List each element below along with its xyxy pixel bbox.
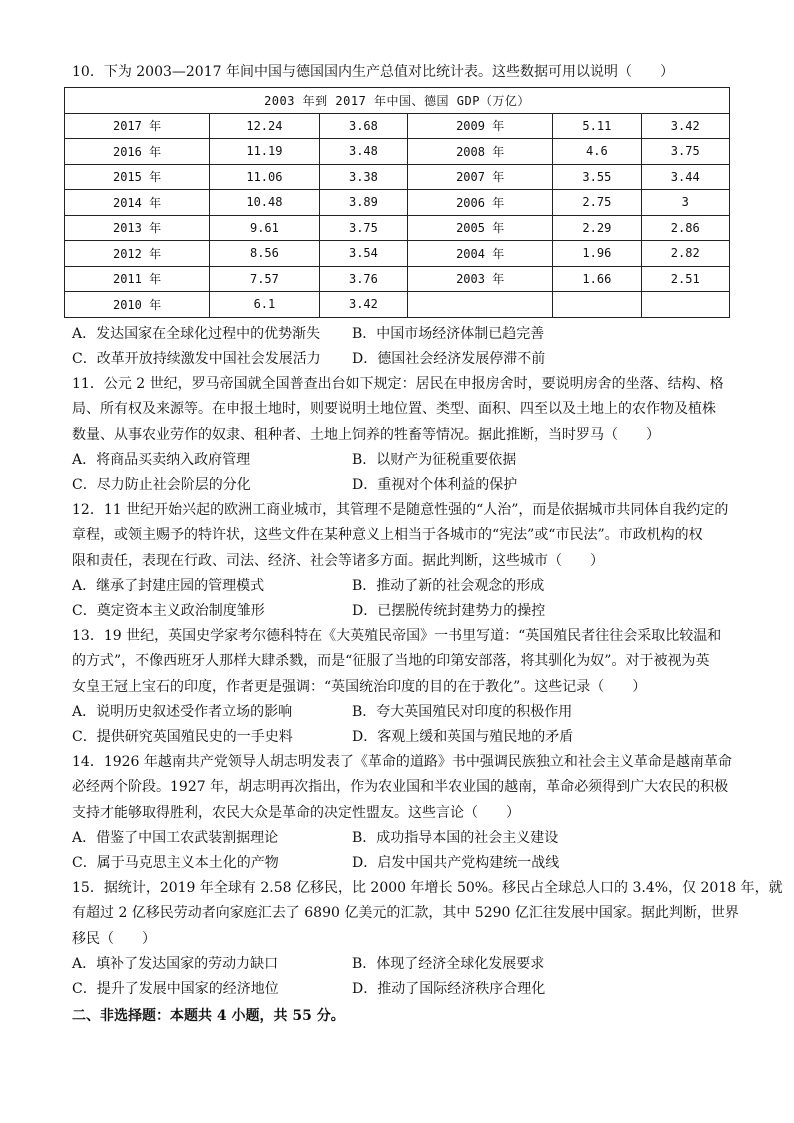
- table-cell: 2010 年: [65, 292, 210, 318]
- table-cell: 4.6: [553, 139, 641, 165]
- q10-option-d[interactable]: D．德国社会经济发展停滞不前: [352, 350, 546, 367]
- section-heading: 二、非选择题：本题共 4 小题，共 55 分。: [72, 1008, 345, 1025]
- table-cell: 8.56: [210, 241, 320, 267]
- table-cell: 3.42: [641, 113, 729, 139]
- table-cell: 2005 年: [408, 215, 553, 241]
- table-cell: 2013 年: [65, 215, 210, 241]
- q11-stem-line: 数量、从事农业劳作的奴隶、租种者、土地上饲养的牲畜等情况。据此推断，当时罗马（ ）: [72, 426, 660, 443]
- q13-stem-line: 的方式”，不像西班牙人那样大肆杀戮，而是“征服了当地的印第安部落，将其驯化为奴”。对于被视为英: [72, 653, 710, 670]
- table-row: [65, 292, 730, 318]
- table-cell: 2008 年: [408, 139, 553, 165]
- table-cell: 2017 年: [65, 113, 210, 139]
- table-row: [65, 139, 730, 165]
- q13-option-c[interactable]: C．提供研究英国殖民史的一手史料: [72, 728, 293, 745]
- q12-option-c[interactable]: C．奠定资本主义政治制度雏形: [72, 602, 265, 619]
- q14-option-c[interactable]: C．属于马克思主义本土化的产物: [72, 854, 279, 871]
- table-cell: 6.1: [210, 292, 320, 318]
- table-cell: 3.76: [319, 266, 407, 292]
- q14-option-d[interactable]: D．启发中国共产党构建统一战线: [352, 854, 560, 871]
- q10-stem: 10．下为 2003—2017 年间中国与德国国内生产总值对比统计表。这些数据可用以说明（ ）: [72, 64, 674, 80]
- table-row: [65, 190, 730, 216]
- q15-stem-line: 15．据统计，2019 年全球有 2.58 亿移民，比 2000 年增长 50%。移民占全球总人口的 3.4%，仅 2018 年，就: [72, 880, 783, 897]
- table-cell: 2012 年: [65, 241, 210, 267]
- q11-option-a[interactable]: A．将商品买卖纳入政府管理: [72, 451, 251, 468]
- q11-options-row2: [72, 473, 732, 498]
- q12-stem-line: 章程，或领主赐予的特许状，这些文件在某种意义上相当于各城市的“宪法”或“市民法”。市政机构的权: [72, 527, 703, 544]
- table-cell: 2.29: [553, 215, 641, 241]
- q13-options-row1: [72, 700, 732, 725]
- q15-stem-line: 有超过 2 亿移民劳动者向家庭汇去了 6890 亿美元的汇款，其中 5290 亿汇往发展中国家。据此判断，世界: [72, 905, 739, 922]
- table-cell: [641, 292, 729, 318]
- q10-options-row1: [72, 322, 732, 347]
- q14-option-b[interactable]: B．成功指导本国的社会主义建设: [352, 829, 559, 846]
- q11-option-c[interactable]: C．尽力防止社会阶层的分化: [72, 476, 251, 493]
- table-cell: 2.82: [641, 241, 729, 267]
- table-cell: 11.06: [210, 164, 320, 190]
- q11-option-d[interactable]: D．重视对个体利益的保护: [352, 476, 518, 493]
- q12-option-d[interactable]: D．已摆脱传统封建势力的操控: [352, 602, 546, 619]
- table-cell: 9.61: [210, 215, 320, 241]
- table-cell: 2007 年: [408, 164, 553, 190]
- table-cell: [408, 292, 553, 318]
- q15-option-c[interactable]: C．提升了发展中国家的经济地位: [72, 980, 279, 997]
- q15-options-row1: [72, 952, 732, 977]
- table-cell: [553, 292, 641, 318]
- table-cell: 3.54: [319, 241, 407, 267]
- table-cell: 2003 年: [408, 266, 553, 292]
- q12-option-b[interactable]: B．推动了新的社会观念的形成: [352, 577, 545, 594]
- table-cell: 2004 年: [408, 241, 553, 267]
- table-cell: 2009 年: [408, 113, 553, 139]
- q14-option-a[interactable]: A．借鉴了中国工农武装割据理论: [72, 829, 279, 846]
- table-cell: 1.66: [553, 266, 641, 292]
- q13-stem-line: 13．19 世纪，英国史学家考尔德科特在《大英殖民帝国》一书里写道：“英国殖民者往往会采取比较温和: [72, 628, 722, 645]
- table-cell: 3.75: [641, 139, 729, 165]
- table-cell: 3.42: [319, 292, 407, 318]
- table-cell: 2011 年: [65, 266, 210, 292]
- q13-options-row2: [72, 725, 732, 750]
- q11-stem-line: 11．公元 2 世纪，罗马帝国就全国普查出台如下规定：居民在申报房舍时，要说明房舍的坐落、结构、格: [72, 376, 724, 393]
- exam-page: [72, 60, 783, 1029]
- q14-stem-line: 必经两个阶段。1927 年，胡志明再次指出，作为农业国和半农业国的越南，革命必须得到广大农民的积极: [72, 779, 729, 796]
- q15-option-b[interactable]: B．体现了经济全球化发展要求: [352, 955, 545, 972]
- q11-option-b[interactable]: B．以财产为征税重要依据: [352, 451, 517, 468]
- q15-option-d[interactable]: D．推动了国际经济秩序合理化: [352, 980, 546, 997]
- q13-option-d[interactable]: D．客观上缓和英国与殖民地的矛盾: [352, 728, 574, 745]
- table-cell: 2.75: [553, 190, 641, 216]
- table-cell: 2.51: [641, 266, 729, 292]
- table-cell: 3.75: [319, 215, 407, 241]
- q12-stem-line: 限和责任，表现在行政、司法、经济、社会等诸多方面。据此判断，这些城市（ ）: [72, 552, 604, 569]
- q10-option-c[interactable]: C．改革开放持续激发中国社会发展活力: [72, 350, 321, 367]
- table-cell: 3.44: [641, 164, 729, 190]
- table-title: 2003 年到 2017 年中国、德国 GDP（万亿）: [65, 88, 730, 114]
- q10-options-row2: [72, 347, 732, 372]
- q10-option-b[interactable]: B．中国市场经济体制已趋完善: [352, 325, 545, 342]
- q14-stem-line: 14．1926 年越南共产党领导人胡志明发表了《革命的道路》书中强调民族独立和社会主义革命是越南革命: [72, 754, 732, 771]
- table-cell: 2014 年: [65, 190, 210, 216]
- q15-option-a[interactable]: A．填补了发达国家的劳动力缺口: [72, 955, 279, 972]
- table-row: [65, 241, 730, 267]
- table-cell: 2.86: [641, 215, 729, 241]
- q12-option-a[interactable]: A．继承了封建庄园的管理模式: [72, 577, 265, 594]
- table-cell: 2006 年: [408, 190, 553, 216]
- table-cell: 2015 年: [65, 164, 210, 190]
- table-cell: 1.96: [553, 241, 641, 267]
- q14-options-row2: [72, 851, 732, 876]
- q15-stem-line: 移民（ ）: [72, 930, 156, 947]
- table-cell: 3.48: [319, 139, 407, 165]
- table-cell: 3: [641, 190, 729, 216]
- table-row: [65, 113, 730, 139]
- table-title-row: [65, 88, 730, 114]
- table-cell: 7.57: [210, 266, 320, 292]
- table-cell: 3.68: [319, 113, 407, 139]
- table-cell: 5.11: [553, 113, 641, 139]
- q12-stem-line: 12．11 世纪开始兴起的欧洲工商业城市，其管理不是随意性强的“人治”，而是依据城市共同体自我约定的: [72, 502, 729, 519]
- q14-stem-line: 支持才能够取得胜利，农民大众是革命的决定性盟友。这些言论（ ）: [72, 804, 520, 821]
- table-cell: 3.55: [553, 164, 641, 190]
- q14-options-row1: [72, 826, 732, 851]
- q12-options-row1: [72, 574, 732, 599]
- q11-stem-line: 局、所有权及来源等。在申报土地时，则要说明土地位置、类型、面积、四至以及土地上的农作物及植株: [72, 401, 716, 418]
- q13-option-b[interactable]: B．夸大英国殖民对印度的积极作用: [352, 703, 573, 720]
- table-row: [65, 215, 730, 241]
- q13-option-a[interactable]: A．说明历史叙述受作者立场的影响: [72, 703, 293, 720]
- table-cell: 3.89: [319, 190, 407, 216]
- table-cell: 12.24: [210, 113, 320, 139]
- table-cell: 2016 年: [65, 139, 210, 165]
- q10-option-a[interactable]: A．发达国家在全球化过程中的优势渐失: [72, 325, 321, 342]
- table-cell: 10.48: [210, 190, 320, 216]
- q11-options-row1: [72, 448, 732, 473]
- table-cell: 11.19: [210, 139, 320, 165]
- table-row: [65, 266, 730, 292]
- q13-stem-line: 女皇王冠上宝石的印度，作者更是强调：“英国统治印度的目的在于教化”。这些记录（ ）: [72, 678, 647, 695]
- table-cell: 3.38: [319, 164, 407, 190]
- q15-options-row2: [72, 977, 732, 1002]
- q12-options-row2: [72, 599, 732, 624]
- gdp-table: [64, 87, 730, 318]
- table-row: [65, 164, 730, 190]
